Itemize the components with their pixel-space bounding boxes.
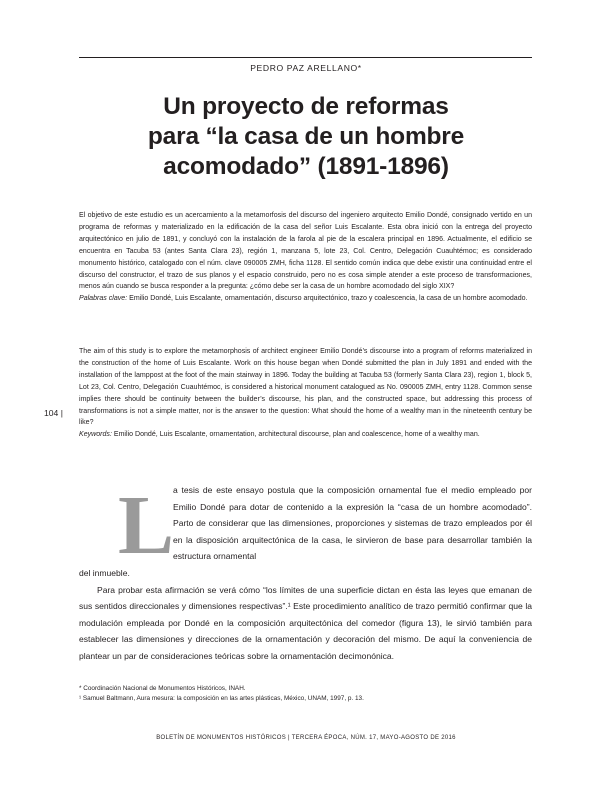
author-name: PEDRO PAZ ARELLANO* <box>250 63 362 73</box>
abstract-text: El objetivo de este estudio es un acercamiento a la metamorfosis del discurso del ingeniero arquitecto Emilio Dondé, consignado vertido en un programa de reformas y materializado en la edificación de la casa del señor Luis Escalante. Esta obra inició con la entrega del proyecto arquitectónico en julio de 1891, y concluyó con la instalación de la farola al pie de la escalera principal en 1896. Actualmente, el edificio se encuentra en Tacuba 53 (antes Santa Clara 23), región 1, manzana 5, lote 23, Col. Centro, Delegación Cuauhtémoc; es considerado monumento histórico, catalogado con el núm. clave 090005 ZMH, ficha 1128. El sentido común indica que debe existir una continuidad entre el discurso del constructor, el trazo de sus planos y el espacio construido, pero no es cosa simple atender a este proceso de transformaciones, menos aún cuando se busca responder a la pregunta: ¿cómo debe ser la casa de un hombre acomodado del siglo XIX? <box>79 212 532 291</box>
title-line: Un proyecto de reformas <box>163 93 449 120</box>
keywords <box>79 429 532 441</box>
abstract-text: The aim of this study is to explore the metamorphosis of architect engineer Emilio Dondé’s discourse into a program of reforms materialized in the construction of the home of Luis Escalante. Work on this house began when Dondé submitted the plan in July 1891 and ended with the installation of the lamppost at the foot of the main stairway in 1896. Today the building at Tacuba 53 (formerly Santa Clara 23), region 1, block 5, Lot 23, Col. Centro, Delegación Cuauhtémoc, is considered a historical monument catalogued as No. 090005 ZMH, entry 1128. Common sense implies there should be continuity between the builder’s discourse, his plan, and the constructed space, but addressing this process of transformations is not a simple matter, nor is the answer to the question: What should the home of a wealthy man in the nineteenth century be like? <box>79 348 532 427</box>
journal-footer: BOLETÍN DE MONUMENTOS HISTÓRICOS | TERCERA ÉPOCA, NÚM. 17, MAYO-AGOSTO DE 2016 <box>156 735 456 741</box>
footnote: * Coordinación Nacional de Monumentos Históricos, INAH. <box>79 685 246 692</box>
paragraph: a tesis de este ensayo postula que la composición ornamental fue el medio empleado por Emilio Dondé para dotar de contenido a la expresión la “casa de un hombre acomodado”. Parto de considerar que las dimensiones, proporciones y sistemas de trazo empleados por él en la disposición arquitectónica de la casa, le sirvieron de base para desarrollar también la estructura ornamental <box>173 485 532 562</box>
page-number: 104 | <box>44 408 63 418</box>
paragraph: Para probar esta afirmación se verá cómo “los límites de una superficie dictan en ésta las leyes que emanan de sus sentidos direccionales y dimensiones respectivas”.¹ Este procedimiento analítico de trazo permitió confirmar que la modulación empleada por Dondé en la composición arquitectónica del comedor (figura 13), le sirvió también para establecer las dimensiones y direcciones de la ornamentación y decoración del mismo. De aquí la conveniencia de plantear un par de consideraciones teóricas sobre la ornamentación decimonónica. <box>79 584 532 661</box>
abstract-english <box>79 346 532 441</box>
keywords-list: Emilio Dondé, Luis Escalante, ornamentación, discurso arquitectónico, trazo y coalescencia, la casa de un hombre acomodado. <box>127 295 528 303</box>
keywords-label: Palabras clave: <box>79 295 128 303</box>
article-title <box>100 92 512 182</box>
footnotes <box>79 684 532 704</box>
body-text <box>79 482 532 665</box>
drop-cap: L <box>118 479 175 572</box>
abstract-spanish <box>79 210 532 305</box>
header-rule <box>79 57 532 58</box>
footnote: ¹ Samuel Baltmann, Aura mesura: la composición en las artes plásticas, México, UNAM, 1997, p. 13. <box>79 695 364 703</box>
title-line: acomodado” (1891-1896) <box>163 153 449 180</box>
keywords-list: Emilio Dondé, Luis Escalante, ornamentation, architectural discourse, plan and coalescence, home of a wealthy man. <box>111 431 480 439</box>
keywords <box>79 293 532 305</box>
keywords-label: Keywords: <box>79 431 112 439</box>
paragraph-tail: del inmueble. <box>79 567 130 578</box>
title-line: para “la casa de un hombre <box>147 123 465 150</box>
